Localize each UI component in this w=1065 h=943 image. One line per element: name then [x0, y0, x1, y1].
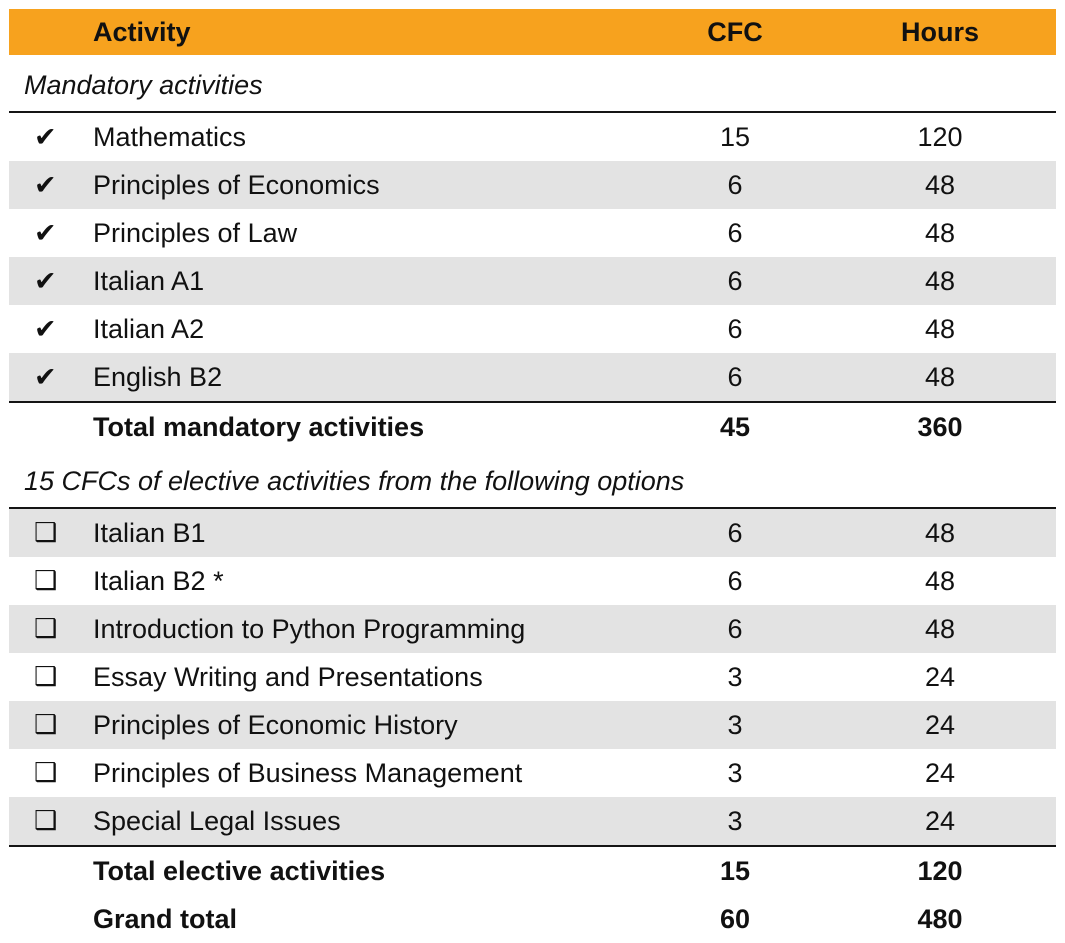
total-hours-value: 480 — [917, 903, 963, 934]
section-total-row — [9, 403, 1056, 451]
cfc-value: 3 — [727, 757, 743, 788]
table-row — [9, 749, 1056, 797]
hours-value: 24 — [924, 805, 956, 836]
total-label: Total elective activities — [93, 855, 386, 886]
checkbox-icon: ❑ — [34, 568, 58, 594]
table-row — [9, 653, 1056, 701]
hours-value: 48 — [924, 217, 956, 248]
activity-label: Principles of Business Management — [93, 757, 523, 788]
total-cfc-value: 60 — [719, 903, 751, 934]
cfc-value: 6 — [727, 361, 743, 392]
table-row — [9, 305, 1056, 353]
hours-value: 48 — [924, 613, 956, 644]
total-cfc-value: 15 — [719, 855, 751, 886]
cfc-value: 6 — [727, 517, 743, 548]
cfc-value: 3 — [727, 661, 743, 692]
activity-label: Essay Writing and Presentations — [93, 661, 483, 692]
total-label: Total mandatory activities — [93, 411, 425, 442]
cfc-value: 3 — [727, 709, 743, 740]
cfc-value: 3 — [727, 805, 743, 836]
cfc-value: 6 — [727, 313, 743, 344]
total-label: Grand total — [93, 903, 238, 934]
checkbox-icon: ❑ — [34, 616, 58, 642]
cfc-value: 6 — [727, 613, 743, 644]
column-header-hours: Hours — [900, 16, 979, 47]
activity-label: English B2 — [93, 361, 223, 392]
activity-label: Introduction to Python Programming — [93, 613, 526, 644]
hours-value: 48 — [924, 265, 956, 296]
checkbox-icon: ❑ — [34, 760, 58, 786]
checkbox-icon: ❑ — [34, 808, 58, 834]
cfc-value: 6 — [727, 565, 743, 596]
table-row — [9, 509, 1056, 557]
column-header-cfc: CFC — [707, 16, 763, 47]
total-cfc-value: 45 — [719, 411, 751, 442]
section-heading: Mandatory activities — [24, 70, 263, 100]
course-credit-table — [9, 9, 1056, 943]
activity-label: Principles of Economic History — [93, 709, 458, 740]
cfc-value: 15 — [719, 121, 751, 152]
checkbox-icon: ❑ — [34, 712, 58, 738]
grand-total-row — [9, 895, 1056, 943]
hours-value: 48 — [924, 565, 956, 596]
table-row — [9, 797, 1056, 845]
hours-value: 24 — [924, 661, 956, 692]
activity-label: Principles of Law — [93, 217, 298, 248]
checkmark-icon: ✔ — [34, 267, 57, 295]
cfc-value: 6 — [727, 169, 743, 200]
section-heading: 15 CFCs of elective activities from the following options — [24, 466, 685, 496]
table-row — [9, 209, 1056, 257]
table-body — [9, 55, 1056, 943]
hours-value: 24 — [924, 757, 956, 788]
cfc-value: 6 — [727, 265, 743, 296]
hours-value: 48 — [924, 361, 956, 392]
activity-label: Italian A2 — [93, 313, 205, 344]
checkmark-icon: ✔ — [34, 171, 57, 199]
total-hours-value: 120 — [917, 855, 963, 886]
table-row — [9, 557, 1056, 605]
table-row — [9, 113, 1056, 161]
column-header-activity: Activity — [93, 16, 191, 47]
hours-value: 24 — [924, 709, 956, 740]
table-row — [9, 605, 1056, 653]
section-rows — [9, 111, 1056, 403]
activity-label: Mathematics — [93, 121, 247, 152]
activity-label: Principles of Economics — [93, 169, 380, 200]
checkmark-icon: ✔ — [34, 123, 57, 151]
checkbox-icon: ❑ — [34, 520, 58, 546]
activity-label: Italian B2 * — [93, 565, 224, 596]
checkmark-icon: ✔ — [34, 315, 57, 343]
hours-value: 48 — [924, 313, 956, 344]
hours-value: 120 — [917, 121, 963, 152]
checkmark-icon: ✔ — [34, 219, 57, 247]
hours-value: 48 — [924, 169, 956, 200]
checkmark-icon: ✔ — [34, 363, 57, 391]
checkbox-icon: ❑ — [34, 664, 58, 690]
activity-label: Italian A1 — [93, 265, 205, 296]
section-rows — [9, 507, 1056, 847]
table-row — [9, 161, 1056, 209]
activity-label: Special Legal Issues — [93, 805, 341, 836]
hours-value: 48 — [924, 517, 956, 548]
table-header-row — [9, 9, 1056, 55]
table-row — [9, 701, 1056, 749]
section-total-row — [9, 847, 1056, 895]
cfc-value: 6 — [727, 217, 743, 248]
activity-label: Italian B1 — [93, 517, 206, 548]
table-row — [9, 353, 1056, 401]
table-row — [9, 257, 1056, 305]
total-hours-value: 360 — [917, 411, 963, 442]
